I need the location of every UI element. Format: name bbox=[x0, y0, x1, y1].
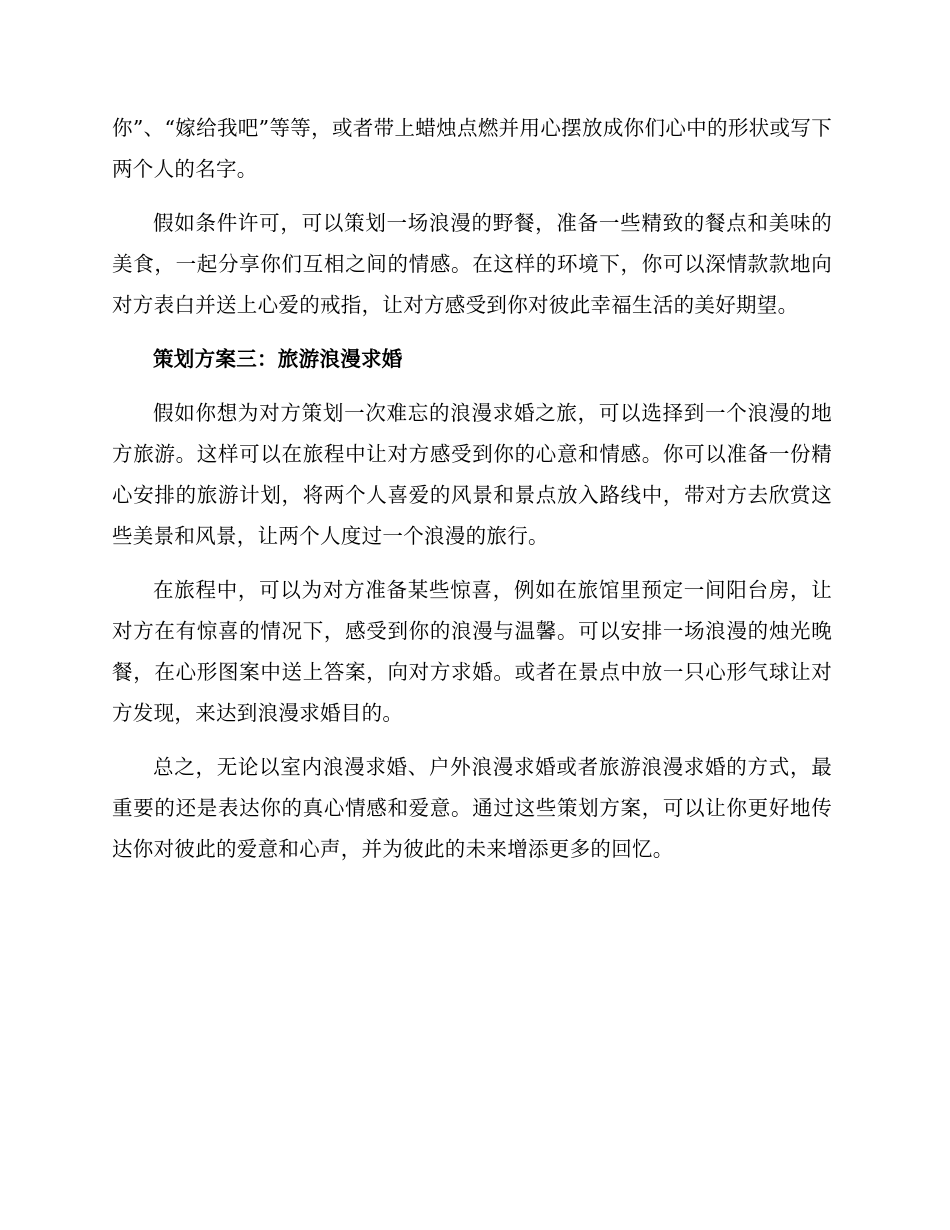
paragraph-picnic: 假如条件许可，可以策划一场浪漫的野餐，准备一些精致的餐点和美味的美食，一起分享你们互相之间的情感。在这样的环境下，你可以深情款款地向对方表白并送上心爱的戒指，让对方感受到你对彼此幸福生活的美好期望。 bbox=[112, 211, 832, 317]
section-heading-travel-proposal: 策划方案三：旅游浪漫求婚 bbox=[153, 347, 403, 371]
paragraph-travel-surprise: 在旅程中，可以为对方准备某些惊喜，例如在旅馆里预定一间阳台房，让对方在有惊喜的情况下，感受到你的浪漫与温馨。可以安排一场浪漫的烛光晚餐，在心形图案中送上答案，向对方求婚。或者在景点中放一只心形气球让对方发现，来达到浪漫求婚目的。 bbox=[112, 578, 832, 725]
paragraph-continuation: 你”、“嫁给我吧”等等，或者带上蜡烛点燃并用心摆放成你们心中的形状或写下两个人的名字。 bbox=[112, 116, 832, 181]
paragraph-travel-plan: 假如你想为对方策划一次难忘的浪漫求婚之旅，可以选择到一个浪漫的地方旅游。这样可以在旅程中让对方感受到你的心意和情感。你可以准备一份精心安排的旅游计划，将两个人喜爱的风景和景点放入路线中，带对方去欣赏这些美景和风景，让两个人度过一个浪漫的旅行。 bbox=[112, 401, 832, 548]
paragraph-conclusion: 总之，无论以室内浪漫求婚、户外浪漫求婚或者旅游浪漫求婚的方式，最重要的还是表达你的真心情感和爱意。通过这些策划方案，可以让你更好地传达你对彼此的爱意和心声，并为彼此的未来增添更多的回忆。 bbox=[112, 755, 832, 861]
